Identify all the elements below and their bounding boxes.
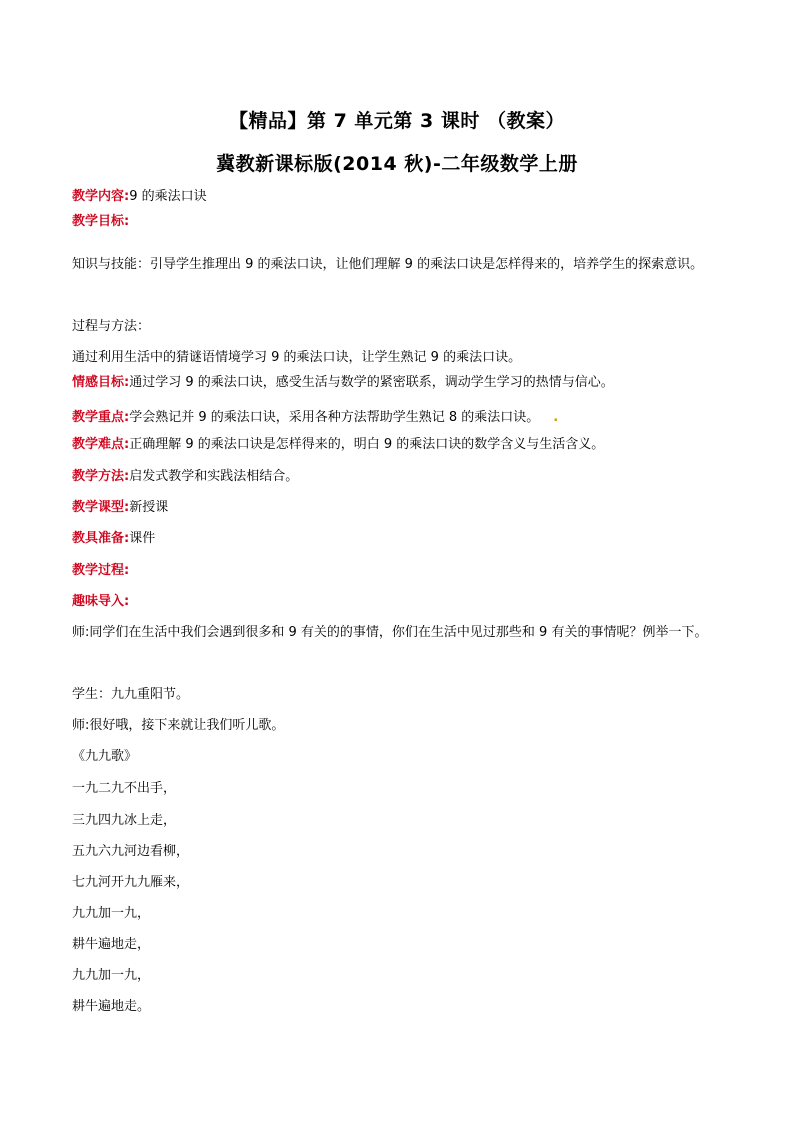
teaching-procedure	[72, 562, 732, 580]
difficulty-point-text: 正确理解 9 的乘法口诀是怎样得来的，明白 9 的乘法口诀的数学含义与生活含义。	[129, 437, 605, 452]
difficulty-point-label: 教学难点:	[72, 437, 130, 452]
process-method-heading: 过程与方法：	[72, 319, 151, 334]
lesson-type-label: 教学课型:	[72, 500, 130, 515]
teaching-tools	[72, 530, 732, 548]
key-point-label: 教学重点:	[72, 410, 130, 425]
lesson-type	[72, 499, 732, 517]
key-point	[72, 409, 732, 427]
key-point-text: 学会熟记并 9 的乘法口诀，采用各种方法帮助学生熟记 8 的乘法口诀。	[129, 410, 540, 425]
knowledge-skills-paragraph: 知识与技能：引导学生推理出 9 的乘法口诀，让他们理解 9 的乘法口诀是怎样得来的，培养学生的探索意识。	[72, 257, 704, 272]
teaching-method	[72, 468, 732, 486]
song-line: 耕牛遍地走，	[72, 937, 151, 952]
teaching-tools-label: 教具准备:	[72, 531, 130, 546]
document-title: 【精品】第 7 单元第 3 课时 （教案）	[228, 110, 565, 132]
difficulty-point	[72, 436, 732, 454]
fun-intro	[72, 593, 732, 611]
teaching-tools-text: 课件	[129, 531, 156, 546]
teaching-content-text: 9 的乘法口诀	[129, 189, 207, 204]
emotion-objective	[72, 374, 732, 392]
song-line: 九九加一九，	[72, 906, 151, 921]
emotion-objective-label: 情感目标:	[72, 375, 130, 390]
fun-intro-label: 趣味导入:	[72, 594, 130, 609]
song-title: 《九九歌》	[72, 749, 138, 764]
key-point-mark: .	[553, 410, 559, 425]
teaching-content	[72, 188, 732, 206]
song-line: 一九二九不出手，	[72, 781, 177, 796]
emotion-objective-text: 通过学习 9 的乘法口诀，感受生活与数学的紧密联系，调动学生学习的热情与信心。	[129, 375, 614, 390]
teaching-content-label: 教学内容:	[72, 189, 130, 204]
teaching-objectives-label: 教学目标:	[72, 214, 130, 229]
teaching-procedure-label: 教学过程:	[72, 563, 130, 578]
process-method-text: 通过利用生活中的猜谜语情境学习 9 的乘法口诀，让学生熟记 9 的乘法口诀。	[72, 350, 522, 365]
song-line: 三九四九冰上走，	[72, 813, 177, 828]
song-line: 耕牛遍地走。	[72, 999, 151, 1014]
teaching-method-text: 启发式教学和实践法相结合。	[129, 469, 299, 484]
song-line: 五九六九河边看柳，	[72, 844, 190, 859]
teacher-question-paragraph: 师:同学们在生活中我们会遇到很多和 9 有关的的事情，你们在生活中见过那些和 9 有关的事情呢？例举一下。	[72, 625, 708, 640]
document-subtitle: 冀教新课标版(2014 秋)-二年级数学上册	[216, 153, 578, 175]
song-line: 七九河开九九雁来，	[72, 875, 190, 890]
lesson-type-text: 新授课	[129, 500, 169, 515]
teaching-objectives	[72, 213, 732, 231]
song-line: 九九加一九，	[72, 968, 151, 983]
teaching-method-label: 教学方法:	[72, 469, 130, 484]
student-answer: 学生：九九重阳节。	[72, 687, 190, 702]
teacher-reply: 师:很好哦，接下来就让我们听儿歌。	[72, 718, 285, 733]
